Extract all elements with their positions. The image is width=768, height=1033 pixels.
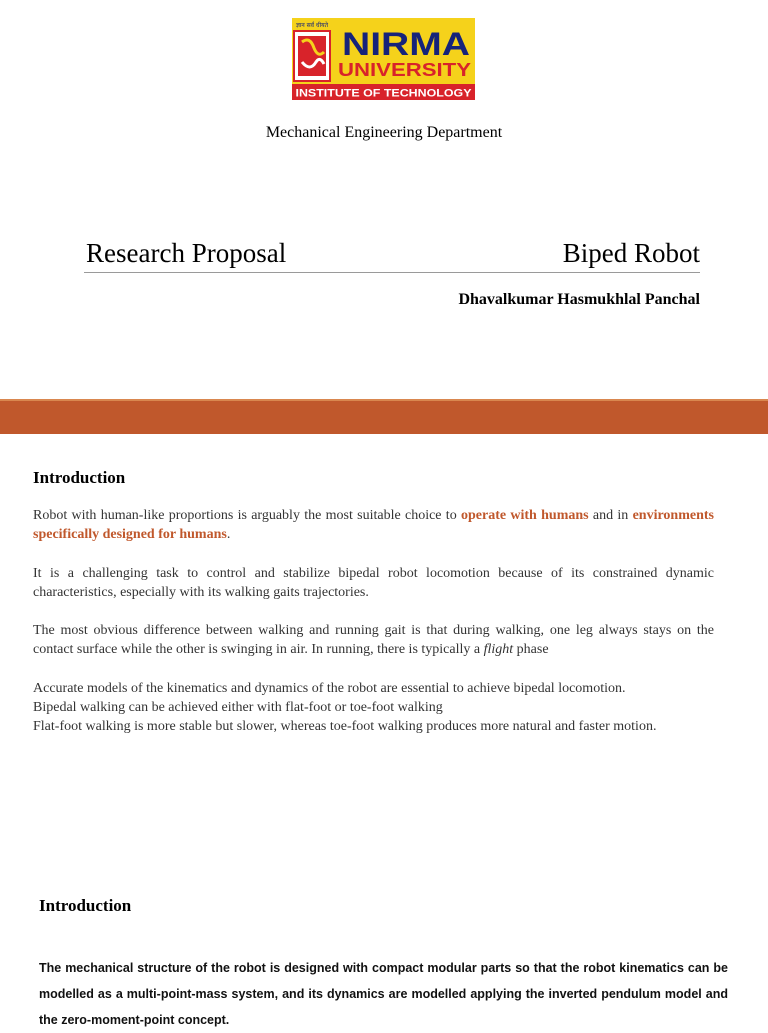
paragraph-line: Flat-foot walking is more stable but slower, whereas toe-foot walking produces more natural and faster motion. — [33, 719, 657, 734]
section-heading: Introduction — [39, 896, 132, 915]
italic-text: flight — [483, 642, 514, 657]
introduction-section-2 — [39, 896, 720, 916]
paragraph-line: Accurate models of the kinematics and dynamics of the robot are essential to achieve bipedal locomotion. — [33, 681, 626, 696]
author-name: Dhavalkumar Hasmukhlal Panchal — [458, 291, 700, 308]
logo-institute: INSTITUTE OF TECHNOLOGY — [295, 87, 473, 100]
document-title: Research Proposal — [86, 238, 287, 268]
nirma-university-logo — [292, 18, 475, 100]
intro-paragraph-2: It is a challenging task to control and stabilize bipedal robot locomotion because of its constrained dynamic characteristics, especially with its walking gaits trajectories. — [33, 566, 714, 600]
intro2-paragraph-1: The mechanical structure of the robot is designed with compact modular parts so that the robot kinematics can be modelled as a multi-point-mass system, and its dynamics are modelled applying the inverted pendulum model and the zero-moment-point concept. — [39, 961, 728, 1027]
title-row — [84, 238, 700, 273]
document-topic: Biped Robot — [562, 238, 700, 268]
section-heading: Introduction — [33, 468, 126, 487]
department-name: Mechanical Engineering Department — [265, 124, 503, 141]
highlight-text: operate with humans — [461, 508, 589, 523]
introduction-section — [33, 468, 714, 488]
accent-band — [0, 399, 768, 434]
logo-seal-text: ज्ञान सर्वं धीयते — [295, 22, 329, 29]
logo-university: UNIVERSITY — [338, 60, 471, 80]
logo-name: NIRMA — [342, 26, 470, 62]
intro-paragraph-4 — [33, 679, 714, 736]
paragraph-line: Bipedal walking can be achieved either with flat-foot or toe-foot walking — [33, 700, 443, 715]
intro-paragraph-3: The most obvious difference between walking and running gait is that during walking, one leg always stays on the contact surface while the other is swinging in air. In running, there is typically a flight phase — [33, 623, 714, 657]
intro-paragraph-1: Robot with human-like proportions is arguably the most suitable choice to operate with humans and in environments specifically designed for humans. — [33, 508, 714, 542]
highlight-text: environments specifically designed for humans — [33, 508, 714, 542]
